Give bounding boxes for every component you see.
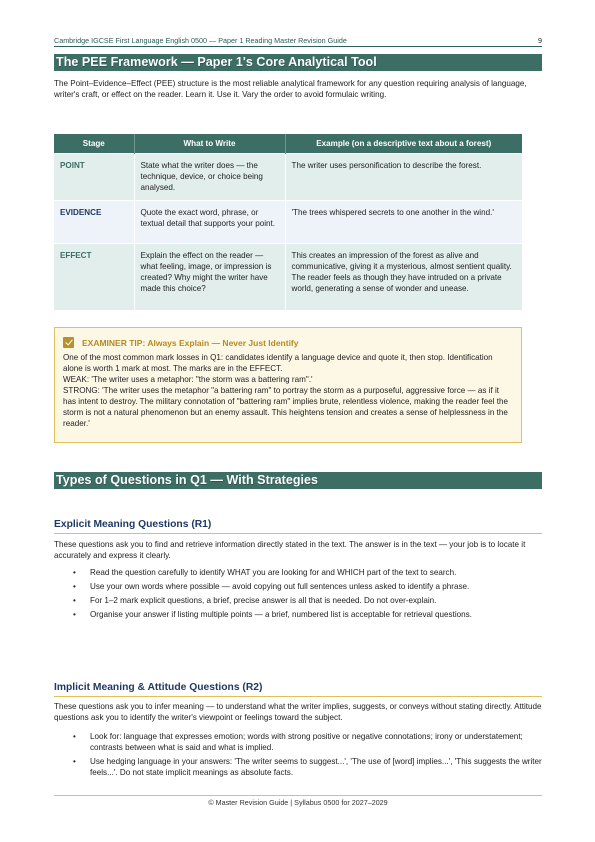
r1-intro: These questions ask you to find and retrieve information directly stated in the text. The answer is in the text — your job is to locate it accurately and express it clearly. bbox=[54, 540, 526, 560]
table-header: Example (on a descriptive text about a forest) bbox=[285, 134, 522, 153]
r1-bullet-list bbox=[54, 567, 542, 623]
list-item bbox=[54, 756, 542, 778]
stage-cell: POINT bbox=[54, 153, 134, 200]
example-cell: 'The trees whispered secrets to one another in the wind.' bbox=[285, 200, 522, 243]
header-title: Cambridge IGCSE First Language English 0500 — Paper 1 Reading Master Revision Guide bbox=[54, 36, 347, 45]
table-header-row bbox=[54, 134, 522, 153]
list-item-text: Read the question carefully to identify WHAT you are looking for and WHICH part of the text to search. bbox=[90, 568, 457, 577]
table-header: What to Write bbox=[134, 134, 285, 153]
list-item-text: Use hedging language in your answers: 'The writer seems to suggest...', 'The use of [word] implies...', 'This suggests the writer feels...'. Do not state implicit meanings as absolute facts. bbox=[90, 757, 542, 777]
pee-intro: The Point–Evidence–Effect (PEE) structure is the most reliable analytical framework for any question requiring analysis of language, writer's craft, or effect on the reader. Learn it. Use it. Vary the order to avoid formulaic writing. bbox=[54, 79, 527, 99]
types-heading: Types of Questions in Q1 — With Strategies bbox=[54, 472, 542, 489]
bullet-icon: • bbox=[73, 582, 76, 591]
table-row bbox=[54, 243, 522, 310]
tip-title: EXAMINER TIP: Always Explain — Never Just Identify bbox=[82, 337, 299, 348]
list-item-text: Organise your answer if listing multiple points — a brief, numbered list is acceptable for retrieval questions. bbox=[90, 610, 472, 619]
example-cell: The writer uses personification to describe the forest. bbox=[285, 153, 522, 200]
stage-cell: EVIDENCE bbox=[54, 200, 134, 243]
list-item bbox=[54, 609, 542, 620]
stage-cell: EFFECT bbox=[54, 243, 134, 310]
list-item bbox=[54, 731, 542, 753]
list-item-text: Look for: language that expresses emotion; words with strong positive or negative connotations; irony or understatement; contrasts between what is said and what is implied. bbox=[90, 732, 523, 752]
page-header bbox=[54, 36, 542, 47]
bullet-icon: • bbox=[73, 757, 76, 766]
bullet-icon: • bbox=[73, 596, 76, 605]
examiner-tip-box bbox=[54, 327, 522, 443]
what-cell: Quote the exact word, phrase, or textual detail that supports your point. bbox=[134, 200, 285, 243]
bullet-icon: • bbox=[73, 610, 76, 619]
pee-table bbox=[54, 134, 522, 310]
tip-body: One of the most common mark losses in Q1: candidates identify a language device and quote it, then stop. Identification alone is worth 1 mark at most. The marks are in the EFFECT. bbox=[63, 353, 493, 373]
r2-intro: These questions ask you to infer meaning — to understand what the writer implies, suggests, or conveys without stating directly. Attitude questions ask you to identify the writer's viewpoint or feelings toward the subject. bbox=[54, 702, 542, 722]
r2-heading: Implicit Meaning & Attitude Questions (R2) bbox=[54, 682, 542, 697]
what-cell: Explain the effect on the reader — what feeling, image, or impression is created? Why might the writer have made this choice? bbox=[134, 243, 285, 310]
table-row bbox=[54, 200, 522, 243]
page-footer: © Master Revision Guide | Syllabus 0500 for 2027–2029 bbox=[54, 795, 542, 807]
list-item-text: Use your own words where possible — avoid copying out full sentences unless asked to identify a phrase. bbox=[90, 582, 470, 591]
list-item-text: For 1–2 mark explicit questions, a brief, precise answer is all that is needed. Do not over-explain. bbox=[90, 596, 437, 605]
example-cell: This creates an impression of the forest as alive and communicative, giving it a mysterious, almost sentient quality. The reader feels as though they have intruded on a private world, generating a sense of wonder and unease. bbox=[285, 243, 522, 310]
tip-strong-example: STRONG: 'The writer uses the metaphor "a battering ram" to portray the storm as a purposeful, aggressive force — as if it has intent to destroy. The military connotation of "battering ram" implies brute, relentless violence, making the reader feel the storm is not a natural phenomenon but an enemy assault. This heightens tension and creates a sense of helplessness in the reader.' bbox=[63, 386, 508, 428]
bullet-icon: • bbox=[73, 568, 76, 577]
check-icon bbox=[63, 337, 74, 348]
pee-heading: The PEE Framework — Paper 1's Core Analytical Tool bbox=[54, 54, 542, 71]
list-item bbox=[54, 595, 542, 606]
r1-heading: Explicit Meaning Questions (R1) bbox=[54, 519, 542, 534]
bullet-icon: • bbox=[73, 732, 76, 741]
table-header: Stage bbox=[54, 134, 134, 153]
list-item bbox=[54, 567, 542, 578]
table-row bbox=[54, 153, 522, 200]
r2-bullet-list bbox=[54, 731, 542, 781]
tip-header bbox=[63, 336, 513, 349]
page-number: 9 bbox=[538, 36, 542, 45]
what-cell: State what the writer does — the technique, device, or choice being analysed. bbox=[134, 153, 285, 200]
list-item bbox=[54, 581, 542, 592]
tip-weak-example: WEAK: 'The writer uses a metaphor: "the storm was a battering ram".' bbox=[63, 375, 313, 384]
